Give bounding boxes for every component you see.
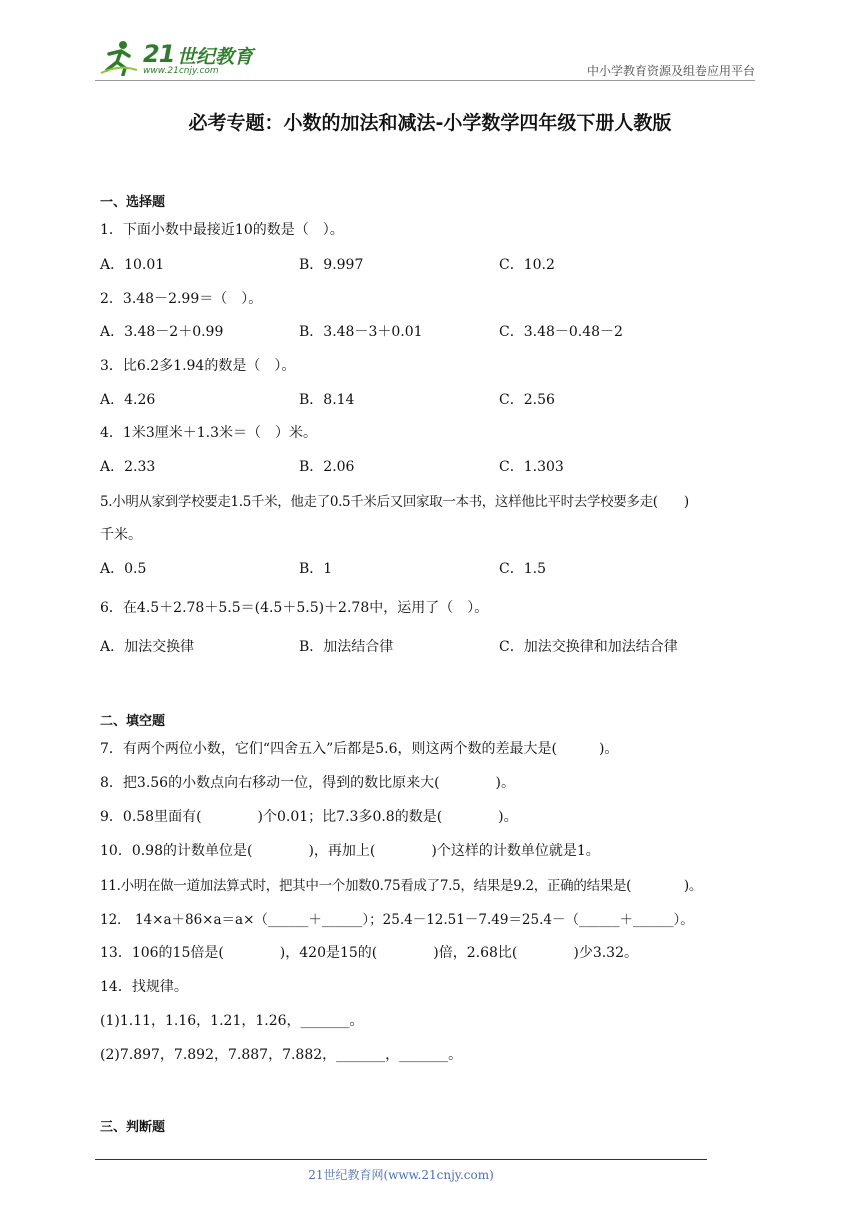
platform-tagline: 中小学教育资源及组卷应用平台 <box>586 64 755 78</box>
question-14-part-1: (1)1.11，1.16，1.21，1.26，_______。 <box>100 1013 364 1029</box>
section-heading-fill: 二、填空题 <box>100 714 166 729</box>
logo-number: 21 <box>143 40 175 68</box>
q5-option-b: B．1 <box>299 561 333 577</box>
q1-option-b: B．9.997 <box>299 257 364 273</box>
logo <box>95 38 265 78</box>
question-4: 4．1米3厘米＋1.3米＝（ ）米。 <box>100 425 317 441</box>
footer-divider <box>95 1159 707 1160</box>
q3-option-b: B．8.14 <box>299 392 355 408</box>
question-7: 7．有两个两位小数，它们“四舍五入”后都是5.6，则这两个数的差最大是( )。 <box>100 741 619 757</box>
runner-logo-icon <box>99 40 139 76</box>
question-14: 14．找规律。 <box>100 979 188 995</box>
question-14-part-2: (2)7.897，7.892，7.887，7.882，_______，_______。 <box>100 1047 463 1063</box>
q3-option-c: C．2.56 <box>499 392 555 408</box>
footer-text: 21世纪教育网(www.21cnjy.com) <box>308 1168 494 1182</box>
q4-option-c: C．1.303 <box>499 459 564 475</box>
question-10: 10．0.98的计数单位是( )，再加上( )个这样的计数单位就是1。 <box>100 843 600 859</box>
q3-option-a: A．4.26 <box>100 392 156 408</box>
page-title: 必考专题：小数的加法和减法-小学数学四年级下册人教版 <box>188 112 672 134</box>
q6-option-a: A．加法交换律 <box>100 639 195 655</box>
q5-option-c: C．1.5 <box>499 561 546 577</box>
question-9: 9．0.58里面有( )个0.01；比7.3多0.8的数是( )。 <box>100 809 518 825</box>
q2-option-c: C．3.48－0.48－2 <box>499 324 623 340</box>
question-13: 13．106的15倍是( )，420是15的( )倍，2.68比( )少3.32。 <box>100 945 639 961</box>
question-1: 1．下面小数中最接近10的数是（ ）。 <box>100 222 344 238</box>
q6-option-c: C．加法交换律和加法结合律 <box>499 639 678 655</box>
page-header <box>95 38 755 81</box>
q2-option-b: B．3.48－3＋0.01 <box>299 324 423 340</box>
question-5-continued: 千米。 <box>100 527 142 543</box>
section-heading-choice: 一、选择题 <box>100 195 166 210</box>
logo-text: 世纪教育 <box>177 46 254 68</box>
q4-option-b: B．2.06 <box>299 459 355 475</box>
question-5: 5.小明从家到学校要走1.5千米，他走了0.5千米后又回家取一本书，这样他比平时去学校要多走( ) <box>100 494 689 510</box>
q1-option-a: A．10.01 <box>100 257 165 273</box>
q4-option-a: A．2.33 <box>100 459 156 475</box>
q1-option-c: C．10.2 <box>499 257 555 273</box>
question-6: 6．在4.5＋2.78＋5.5＝(4.5＋5.5)＋2.78中，运用了（ ）。 <box>100 600 489 616</box>
q6-option-b: B．加法结合律 <box>299 639 394 655</box>
question-2: 2．3.48－2.99＝（ ）。 <box>100 291 263 307</box>
section-heading-judge: 三、判断题 <box>100 1120 166 1135</box>
question-12: 12． 14×a＋86×a＝a×（______＋______）；25.4－12.51－7.49＝25.4－（______＋______）。 <box>100 912 694 928</box>
q2-option-a: A．3.48－2＋0.99 <box>100 324 224 340</box>
logo-url: www.21cnjy.com <box>143 66 219 76</box>
question-8: 8．把3.56的小数点向右移动一位，得到的数比原来大( )。 <box>100 775 516 791</box>
question-11: 11.小明在做一道加法算式时，把其中一个加数0.75看成了7.5，结果是9.2，正确的结果是( )。 <box>100 878 703 894</box>
q5-option-a: A．0.5 <box>100 561 147 577</box>
question-3: 3．比6.2多1.94的数是（ ）。 <box>100 358 296 374</box>
